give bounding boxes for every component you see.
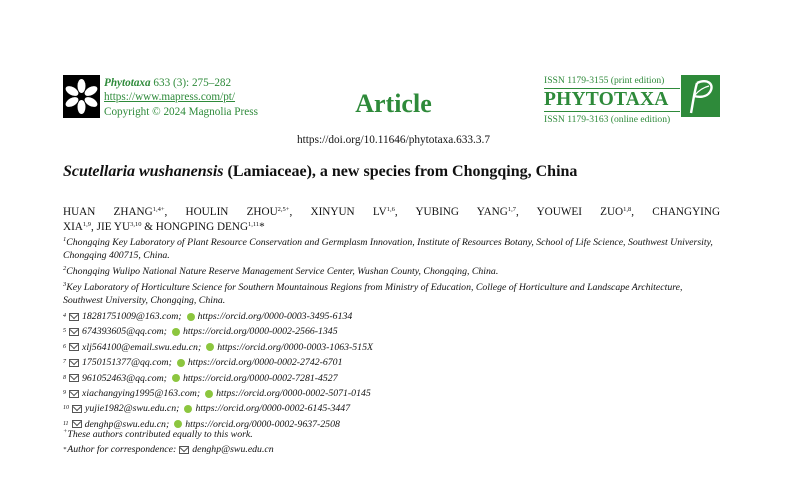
author-list-line-2 — [63, 220, 265, 235]
contact-row — [63, 310, 352, 323]
email-icon — [72, 405, 82, 413]
affiliation-number: 3 — [63, 281, 67, 288]
author — [63, 221, 97, 233]
author — [156, 221, 265, 233]
author-name: YOUWEI ZUO — [536, 206, 624, 218]
contact-number: 11 — [63, 420, 69, 427]
title-rest: (Lamiaceae), a new species from Chongqing, China — [223, 163, 578, 180]
correspondence-email[interactable]: denghp@swu.edu.cn — [192, 444, 274, 455]
author-separator: , — [164, 206, 186, 218]
contact-email[interactable]: xlj564100@email.swu.edu.cn; — [82, 341, 202, 353]
contact-orcid-link[interactable]: https://orcid.org/0000-0002-2742-6701 — [187, 357, 343, 369]
author-name: YUBING YANG — [415, 206, 508, 218]
correspondence-label: Author for correspondence: — [67, 444, 177, 455]
author-affiliation-sup: 1,4+ — [152, 206, 165, 213]
email-icon — [69, 390, 79, 398]
author-affiliation-sup: 1,8 — [623, 206, 632, 213]
author-affiliation-sup: 1,7 — [507, 206, 516, 213]
contact-row — [63, 341, 373, 354]
orcid-icon — [172, 374, 180, 382]
author-affiliation-sup: 2,5+ — [277, 206, 290, 213]
contact-email[interactable]: 961052463@qq.com; — [82, 372, 167, 384]
author — [186, 206, 311, 218]
author-affiliation-sup: 1,11 — [248, 221, 260, 228]
contact-number: 4 — [63, 313, 66, 319]
email-icon — [69, 313, 79, 321]
species-name: Scutellaria wushanensis — [63, 163, 224, 180]
correspondence-note: * Author for correspondence: denghp@swu.edu.cn — [63, 444, 274, 455]
author-affiliation-sup: 1,9 — [82, 221, 92, 228]
email-icon — [69, 343, 79, 351]
author-separator: , — [289, 206, 311, 218]
orcid-icon — [184, 405, 192, 413]
contact-number: 5 — [63, 328, 66, 335]
contact-orcid-link[interactable]: https://orcid.org/0000-0003-1063-515X — [217, 341, 373, 353]
contact-email[interactable]: denghp@swu.edu.cn; — [84, 418, 170, 430]
orcid-icon — [174, 420, 182, 428]
orcid-icon — [177, 359, 185, 367]
affiliation-3 — [63, 282, 723, 308]
author-separator: , — [394, 206, 416, 218]
volume-pages: 633 (3): 275–282 — [150, 77, 232, 89]
contact-email[interactable]: 1750151377@qq.com; — [82, 357, 172, 369]
contact-number: 6 — [63, 343, 66, 350]
contact-orcid-link[interactable]: https://orcid.org/0000-0002-6145-3447 — [195, 403, 351, 415]
contact-orcid-link[interactable]: https://orcid.org/0000-0002-2566-1345 — [182, 326, 338, 338]
contact-row — [63, 372, 338, 385]
contact-number: 10 — [63, 405, 69, 412]
author-name: CHANGYING — [652, 206, 721, 218]
email-icon — [69, 374, 79, 382]
contact-email[interactable]: 18281751009@163.com; — [82, 311, 182, 322]
contact-orcid-link[interactable]: https://orcid.org/0000-0003-3495-6134 — [197, 311, 353, 322]
affiliation-text: Key Laboratory of Horticulture Science for Southern Mountainous Regions from Ministry of Education, College of Horticulture and Landscape Architecture, Southwest University, Chongqing, China. — [63, 282, 683, 306]
author-separator: & — [141, 221, 156, 233]
contact-row — [63, 325, 338, 338]
email-icon — [69, 328, 79, 336]
journal-url-link[interactable]: https://www.mapress.com/pt/ — [104, 91, 236, 104]
email-icon — [69, 359, 79, 367]
copyright-text: Copyright © 2024 Magnolia Press — [104, 105, 258, 118]
affiliation-2 — [63, 266, 723, 279]
author-name: HONGPING DENG — [155, 221, 249, 233]
equal-contribution-note — [63, 429, 253, 440]
contact-email[interactable]: 674393605@qq.com; — [82, 326, 167, 338]
author — [537, 206, 653, 218]
paper-title — [63, 163, 577, 181]
affiliation-text: Chongqing Key Laboratory of Plant Resource Conservation and Germplasm Innovation, Institute of Resources Botany, School of Life Science, Southwest University, Chongqing 400715, China. — [63, 237, 713, 261]
contact-email[interactable]: yujie1982@swu.edu.cn; — [85, 403, 180, 415]
affiliation-text: Chongqing Wulipo National Nature Reserve Management Service Center, Wushan County, Chongqing, China. — [66, 266, 499, 277]
author-name: HOULIN ZHOU — [185, 206, 278, 218]
author-name: XIA — [63, 221, 83, 233]
author-separator: , — [91, 221, 97, 233]
contact-row — [63, 387, 371, 400]
contact-number: 7 — [63, 359, 66, 366]
author-separator: * — [259, 221, 265, 233]
contact-orcid-link[interactable]: https://orcid.org/0000-0002-9637-2508 — [185, 418, 340, 430]
author-affiliation-sup: 1,6 — [386, 206, 395, 213]
contact-orcid-link[interactable]: https://orcid.org/0000-0002-5071-0145 — [216, 388, 371, 399]
contact-orcid-link[interactable]: https://orcid.org/0000-0002-7281-4527 — [182, 372, 338, 384]
orcid-icon — [206, 343, 214, 351]
affiliation-number: 2 — [63, 265, 67, 272]
doi-link[interactable]: https://doi.org/10.11646/phytotaxa.633.3.7 — [297, 134, 490, 146]
issn-block — [544, 75, 684, 126]
contact-row — [63, 402, 350, 415]
author-name: JIE YU — [96, 221, 131, 233]
author-name: HUAN ZHANG — [63, 206, 153, 218]
affiliation-1 — [63, 237, 723, 263]
email-icon — [179, 446, 189, 454]
author-list-line-1 — [63, 205, 720, 220]
contact-row — [63, 356, 342, 369]
issn-print: ISSN 1179-3155 (print edition) — [544, 75, 665, 86]
journal-name: Phytotaxa — [104, 77, 151, 89]
author — [97, 221, 156, 233]
author-separator: , — [515, 206, 537, 218]
email-icon — [72, 420, 82, 428]
article-label: Article — [355, 89, 432, 118]
affiliation-number: 1 — [63, 236, 67, 243]
orcid-icon — [172, 328, 180, 336]
phytotaxa-logo — [681, 75, 720, 117]
plus-mark: + — [63, 428, 68, 435]
author — [652, 206, 720, 218]
author — [310, 206, 415, 218]
author — [415, 206, 536, 218]
issn-online: ISSN 1179-3163 (online edition) — [544, 114, 671, 125]
orcid-icon — [187, 313, 195, 321]
author-name: XINYUN LV — [310, 206, 387, 218]
contact-number: 9 — [63, 390, 66, 396]
contact-email[interactable]: xiachangying1995@163.com; — [82, 388, 201, 399]
author — [63, 206, 186, 218]
phytotaxa-brand: PHYTOTAXA — [544, 88, 680, 112]
author-separator: , — [631, 206, 653, 218]
orcid-icon — [205, 390, 213, 398]
p-leaf-icon — [681, 75, 720, 117]
equal-contribution-text: These authors contributed equally to this work. — [67, 429, 253, 440]
contact-number: 8 — [63, 374, 66, 381]
author-affiliation-sup: 3,10 — [130, 221, 142, 228]
